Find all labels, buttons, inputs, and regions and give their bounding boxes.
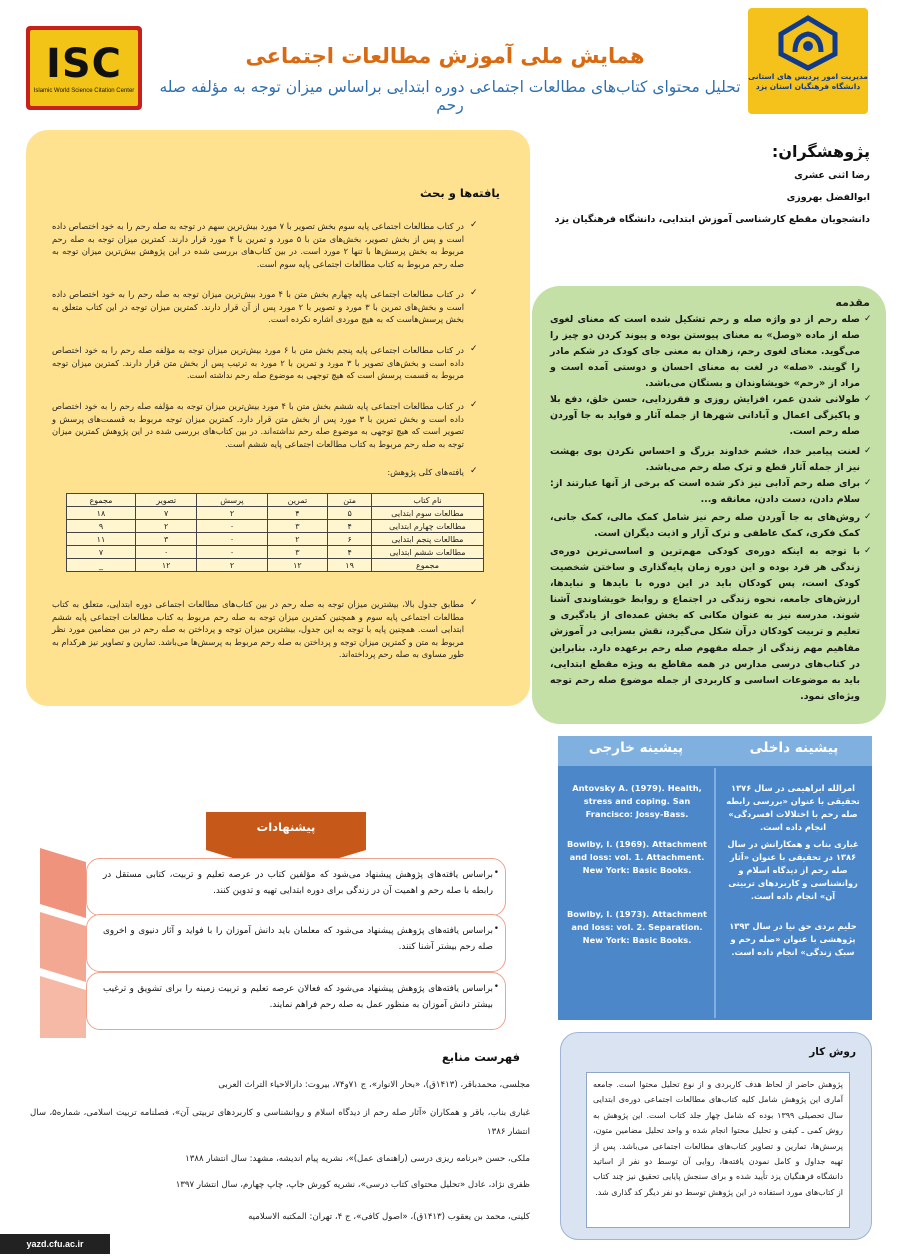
table-cell: مجموع xyxy=(372,559,484,572)
researchers-title: پژوهشگران: xyxy=(771,142,870,161)
suggestion-item xyxy=(86,858,506,916)
isc-logo-letters: ISC xyxy=(45,41,123,87)
suggestions-title: پیشنهادات xyxy=(256,820,316,834)
table-cell: ۹ xyxy=(67,520,136,533)
intro-paragraph: برای صله رحم آدابی نیز ذکر شده است که برخی از آنها عبارتند از: سلام دادن، دست دادن، معانقه و... xyxy=(550,478,860,506)
introduction-title: مقدمه xyxy=(835,296,870,309)
table-cell: ۰ xyxy=(197,533,267,546)
external-background-item: Bowlby, I. (1973). Attachment and loss: vol. 2. Separation. New York: Basic Books. xyxy=(566,909,708,945)
table-cell: _ xyxy=(67,559,136,572)
table-cell: ۴ xyxy=(328,546,372,559)
table-header-row xyxy=(67,494,484,507)
internal-background-item: حلیم بردی حق نیا در سال ۱۳۹۳ پژوهشی با عنوان «صله رحم و سبک زندگی» انجام داده است. xyxy=(729,921,857,957)
reference-item: مجلسی، محمدباقر، (۱۴۱۳ق)، «بحار الانوار»، ج ۷۱و۷۴، بیروت: دارالاحیاء التراث العربی xyxy=(218,1080,530,1090)
suggestion-item xyxy=(86,972,506,1030)
university-logo xyxy=(748,8,868,114)
check-icon: ✓ xyxy=(864,314,872,324)
table-cell: ۰ xyxy=(197,546,267,559)
table-header: متن xyxy=(328,494,372,507)
results-table xyxy=(66,493,484,572)
check-icon: ✓ xyxy=(864,446,872,456)
check-icon: ✓ xyxy=(470,466,478,476)
bullet-icon: • xyxy=(493,982,499,992)
university-emblem-icon xyxy=(773,14,843,72)
bullet-icon: • xyxy=(493,924,499,934)
table-cell: ۳ xyxy=(267,520,328,533)
table-cell: ۴ xyxy=(267,507,328,520)
method-text: پژوهش حاضر از لحاظ هدف کاربردی و از نوع تحلیل محتوا است. جامعه آماری این پژوهش شامل کلیه کتاب‌های مطالعات اجتماعی دوره‌ی ابتدایی سال تحصیلی ۱۳۹۹ بوده که شامل چهار جلد کتاب است. این پژوهش به روش کمی ـ کیفی و تحلیل محتوا انجام شده و واحد تحلیل مضامین متون، پرسش‌ها، تمارین و تصاویر کتاب‌های مطالعات اجتماعی می‌باشد. پس از تهیه جداول و کامل نمودن یافته‌ها، روایی آن توسط دو نفر از اساتید دانشگاه فرهنگیان یزد تأیید شده و برای سنجش پایایی تحقیق نیز چند کتاب از کتاب‌های مورد استفاده در این پژوهش توسط دو نفر دیگر کد گذاری شد. xyxy=(593,1080,844,1197)
table-cell: ۴ xyxy=(328,520,372,533)
reference-item: غباری بناب، باقر و همکاران «آثار صله رحم از دیدگاه اسلام و روانشناسی و کاربردهای تربیتی آن»، فصلنامه تربیت اسلامی، شماره۵، سال انتشار ۱۳۸۶ xyxy=(30,1108,530,1137)
table-cell: ۳ xyxy=(267,546,328,559)
check-icon: ✓ xyxy=(470,288,478,298)
table-header: تصویر xyxy=(135,494,196,507)
findings-paragraph: در کتاب مطالعات اجتماعی پایه ششم بخش متن با ۴ مورد بیش‌ترین میزان توجه به مؤلفه صله رحم را به خود اختصاص داده است و بخش تمرین با ۳ مورد پس از بخش متن قرار دارد. کمترین میزان توجه مربوط به قسمت‌های پرسش و تصویر است که هیچ توجهی به موضوع صله رحم نداشته‌اند. در بین کتاب‌های بررسی شده در این پژوهش کمترین میزان توجه به صله رحم مربوط به کتاب مطالعات اجتماعی پایه ششم است. xyxy=(52,401,464,449)
table-header: مجموع xyxy=(67,494,136,507)
table-row xyxy=(67,533,484,546)
table-cell: مطالعات ششم ابتدایی xyxy=(372,546,484,559)
researchers-affiliation: دانشجویان مقطع کارشناسی آموزش ابتدایی، دانشگاه فرهنگیان یزد xyxy=(554,214,870,225)
suggestion-text: براساس یافته‌های پژوهش پیشنهاد می‌شود که معلمان باید دانش آموزان را با فواید و آثار دنیوی و اخروی صله رحم بیشتر آشنا کنند. xyxy=(103,926,493,952)
check-icon: ✓ xyxy=(864,512,872,522)
table-cell: ۷ xyxy=(67,546,136,559)
suggestion-item xyxy=(86,914,506,972)
findings-summary-label: یافته‌های کلی پژوهش: xyxy=(387,467,464,477)
suggestion-text: براساس یافته‌های پژوهش پیشنهاد می‌شود که فعالان عرصه تعلیم و تربیت زمینه را برای تشویق و ترغیب بیشتر دانش آموزان به منظور عمل به صله رحم فراهم نمایند. xyxy=(103,984,493,1010)
chevron-down-icon xyxy=(40,848,86,918)
table-cell: ۱۹ xyxy=(328,559,372,572)
background-divider xyxy=(714,768,716,1018)
chevron-down-icon xyxy=(40,976,86,1038)
intro-paragraph: صله رحم از دو واژه صله و رحم تشکیل شده است که معنای لغوی صله از ماده «وصل» به معنای پیوستن بوده و پیوند کردن دو چیز را می‌گوید. معنای لغوی رحم، زهدان به معنی جای کودک در شکم مادر را گویند. «صله» در لغت به معنای احسان و دوستی آمده است و مراد از «رحم» خویشاوندان و بستگان می‌باشد. xyxy=(550,314,860,390)
researcher-name: رضا اثنی عشری xyxy=(794,170,870,181)
internal-background-title: پیشینه داخلی xyxy=(749,740,839,756)
findings-paragraph: در کتاب مطالعات اجتماعی پایه پنجم بخش متن با ۶ مورد بیش‌ترین میزان توجه به مؤلفه صله رحم را به خود اختصاص داده است و بخش‌های تصویر با ۳ مورد و تمرین با ۲ مورد به ترتیب پس از بخش متن قرار دارند. کمترین میزان توجه مربوط به قسمت پرسش است که هیچ توجهی به موضوع صله رحم نداشته است. xyxy=(52,345,464,381)
external-background-item: Antovsky A. (1979). Health, stress and coping. San Francisco: Jossy-Bass. xyxy=(572,783,702,819)
chevron-down-icon xyxy=(40,912,86,982)
intro-paragraph: طولانی شدن عمر، افزایش روزی و فقرزدایی، حسن خلق، دفع بلا و پاکیزگی اعمال و آبادانی شهرها از جمله آثار و فواید به جا آوردن صله رحم است. xyxy=(550,394,860,438)
reference-item: ملکی، حسن «برنامه ریزی درسی (راهنمای عمل)»، نشریه پیام اندیشه، مشهد: سال انتشار ۱۳۸۸ xyxy=(185,1154,530,1164)
table-row xyxy=(67,559,484,572)
check-icon: ✓ xyxy=(470,344,478,354)
table-row xyxy=(67,520,484,533)
method-title: روش کار xyxy=(809,1046,856,1058)
findings-paragraph: در کتاب مطالعات اجتماعی پایه سوم بخش تصویر با ۷ مورد بیش‌ترین سهم در توجه به صله رحم را به خود اختصاص داده است و پس از بخش تصویر، بخش‌های متن با ۵ مورد و تمرین با ۴ مورد قرار دارند. کمترین میزان توجه به صله رحم مربوط به بخش پرسش‌ها با تنها ۲ مورد است. در بین کتاب‌های بررسی شده در این پژوهش بیش‌ترین میزان توجه به صله رحم مربوط به کتاب مطالعات اجتماعی پایه سوم است. xyxy=(52,221,465,269)
intro-paragraph: روش‌های به جا آوردن صله رحم نیز شامل کمک مالی، کمک جانی، کمک فکری، کمک عاطفی و ترک آزار و اذیت دیگران است. xyxy=(550,512,860,540)
check-icon: ✓ xyxy=(864,478,872,488)
table-header: نام کتاب xyxy=(372,494,484,507)
table-row xyxy=(67,546,484,559)
internal-background-item: غباری بناب و همکارانش در سال ۱۳۸۶ در تحقیقی با عنوان «آثار صله رحم از دیدگاه اسلام و روانشناسی و کاربردهای تربیتی آن» انجام داده است. xyxy=(727,839,859,901)
table-cell: ۱۱ xyxy=(67,533,136,546)
check-icon: ✓ xyxy=(864,546,872,556)
findings-title: یافته‌ها و بحث xyxy=(419,186,500,200)
table-cell: ۱۲ xyxy=(267,559,328,572)
table-cell: ۱۸ xyxy=(67,507,136,520)
table-cell: ۳ xyxy=(135,533,196,546)
footer-url[interactable]: yazd.cfu.ac.ir xyxy=(0,1234,110,1254)
check-icon: ✓ xyxy=(470,598,478,608)
table-cell: مطالعات چهارم ابتدایی xyxy=(372,520,484,533)
table-cell: ۰ xyxy=(135,546,196,559)
references-title: فهرست منابع xyxy=(441,1050,520,1064)
table-header: تمرین xyxy=(267,494,328,507)
table-cell: مطالعات سوم ابتدایی xyxy=(372,507,484,520)
paper-title: تحلیل محتوای کتاب‌های مطالعات اجتماعی دوره ابتدایی براساس میزان توجه به مؤلفه صله رحم xyxy=(159,78,741,114)
university-logo-line2: دانشگاه فرهنگیان استان یزد xyxy=(755,82,861,91)
researcher-name: ابوالفضل بهروزی xyxy=(786,192,870,203)
suggestion-text: براساس یافته‌های پژوهش پیشنهاد می‌شود که مؤلفین کتاب در عرصه تعلیم و تربیت، کتابی مستقل در رابطه با صله رحم و اهمیت آن در زندگی برای دوره ابتدایی تهیه و تدوین کنند. xyxy=(103,870,493,896)
check-icon: ✓ xyxy=(864,394,872,404)
conference-title: همایش ملی آموزش مطالعات اجتماعی xyxy=(245,44,645,68)
isc-logo-tagline: Islamic World Science Citation Center xyxy=(33,88,135,94)
intro-paragraph: لعنت پیامبر خدا، خشم خداوند بزرگ و احساس نکردن بوی بهشت نیز از جمله آثار قطع و ترک صله رحم می‌باشد. xyxy=(550,446,860,474)
findings-paragraph: در کتاب مطالعات اجتماعی پایه چهارم بخش متن با ۴ مورد بیش‌ترین میزان توجه به صله رحم را به خود اختصاص داده است و بخش‌های تمرین با ۳ مورد و تصویر با ۲ مورد پس از آن قرار دارند. کمترین میزان توجه در این کتاب متعلق به بخش پرسش‌هاست که به هیچ موردی اشاره نکرده است. xyxy=(52,289,465,325)
table-cell: ۲ xyxy=(197,559,267,572)
table-cell: ۶ xyxy=(328,533,372,546)
table-cell: ۲ xyxy=(267,533,328,546)
table-cell: ۰ xyxy=(197,520,267,533)
bullet-icon: • xyxy=(493,868,499,878)
method-body xyxy=(586,1072,850,1228)
reference-item: کلینی، محمد بن یعقوب (۱۴۱۳ق)، «اصول کافی»، ج ۴، تهران: المکتبه الاسلامیه xyxy=(248,1212,530,1222)
table-cell: ۵ xyxy=(328,507,372,520)
isc-logo xyxy=(26,26,142,110)
intro-paragraph: با توجه به اینکه دوره‌ی کودکی مهم‌ترین و اساسی‌ترین دوره‌ی زندگی هر فرد بوده و این دوره زمان پایه‌گذاری و ساختن شخصیت کودک است، پس کودکان باید در این دوره با بایدها و نبایدها، ارزش‌های جامعه، نحوه زندگی در اجتماع و روابط خویشاوندی آشنا شوند. مدرسه نیز به عنوان مکانی که بخش عمده‌ای از یادگیری و تعلیم و تربیت کودکان درآن شکل می‌گیرد، نقش بسزایی در آموزش مفاهیم مهم زندگی از جمله مفهوم صله رحم برعهده دارد. بنابراین در کتاب‌های درسی مدارس در همه مقاطع به ویژه مقطع ابتدایی، باید به موضوعات اساسی و کاربردی از جمله موضوع صله رحم توجه ویژه‌ای نمود. xyxy=(550,546,860,702)
table-cell: مطالعات پنجم ابتدایی xyxy=(372,533,484,546)
external-background-item: Bowlby, I. (1969). Attachment and loss: vol. 1. Attachment. New York: Basic Books. xyxy=(566,839,708,875)
check-icon: ✓ xyxy=(470,400,478,410)
table-cell: ۷ xyxy=(135,507,196,520)
internal-background-item: امرالله ابراهیمی در سال ۱۳۷۶ تحقیقی با عنوان «بررسی رابطه صله رحم با اختلالات افسردگی» انجام داده است. xyxy=(726,783,860,832)
table-header: پرسش xyxy=(197,494,267,507)
external-background-title: پیشینه خارجی xyxy=(588,740,684,756)
findings-paragraph: مطابق جدول بالا، بیشترین میزان توجه به صله رحم در بین کتاب‌های مطالعات اجتماعی دوره ابتدایی، متعلق به کتاب مطالعات اجتماعی پایه سوم و همچنین کمترین میزان توجه به صله رحم مربوط به کتاب مطالعات اجتماعی پایه ششم ابتدایی است. همچنین پایه با توجه به این جدول، بیشترین میزان توجه و پرداختن به صله رحم در بین مضامین مورد نظر مربوط به متن و کمترین میزان توجه و پرداختن به صله رحم مربوط به پرسش‌ها می‌باشد. تمارین و تصاویر نیز هرکدام به طور مساوی به صله رحم پرداخته‌اند. xyxy=(52,599,464,660)
table-cell: ۲ xyxy=(197,507,267,520)
table-row xyxy=(67,507,484,520)
table-cell: ۱۲ xyxy=(135,559,196,572)
check-icon: ✓ xyxy=(470,220,478,230)
university-logo-line1: مدیریت امور پردیس های استانی xyxy=(748,72,868,81)
reference-item: ظفری نژاد، عادل «تحلیل محتوای کتاب درسی»، نشریه کورش جاپ، چاپ چهارم، سال انتشار ۱۳۹۷ xyxy=(175,1180,530,1190)
table-cell: ۲ xyxy=(135,520,196,533)
